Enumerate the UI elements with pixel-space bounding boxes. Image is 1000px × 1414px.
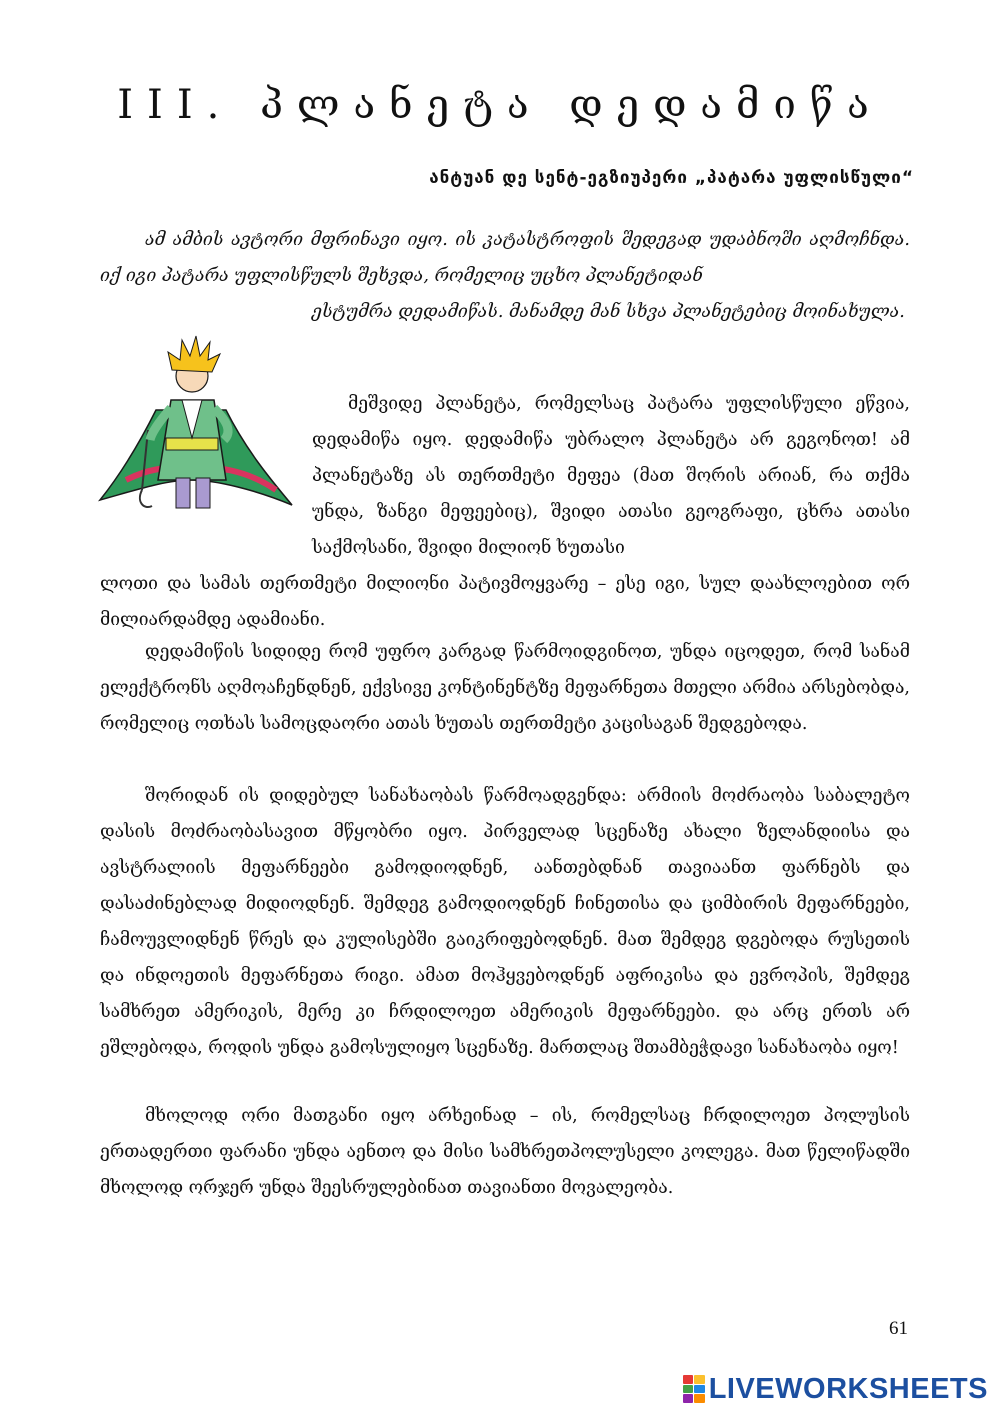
liveworksheets-logo [683, 1372, 988, 1406]
paragraph-2: დედამიწის სიდიდე რომ უფრო კარგად წარმოიდგინოთ, უნდა იცოდეთ, რომ სანამ ელექტრონს აღმოაჩენდნენ, ექვსივე კონტინენტზე მეფარნეთა მთელი არმია არსებობდა, რომელიც ოთხას სამოცდაორი ათას ხუთას თერთმეტი კაცისაგან შედგებოდა. [100, 642, 910, 734]
page-number: 61 [889, 1318, 908, 1339]
paragraph-1-continued: ლოთი და სამას თერთმეტი მილიონი პატივმოყვარე – ესე იგი, სულ დაახლოებით ორ მილიარდამდე ადამიანი. [100, 574, 910, 630]
little-prince-illustration [96, 330, 296, 520]
paragraph-3: შორიდან ის დიდებულ სანახაობას წარმოადგენდა: არმიის მოძრაობა საბალეტო დასის მოძრაობასავით მწყობრი იყო. პირველად სცენაზე ახალი ზელანდიისა და ავსტრალიის მეფარნეები გამოდიოდნენ, აანთებდნან თავიაანთ ფარნებს და დასაძინებლად მიდიოდნენ. შემდეგ გამოდიოდნენ ჩინეთისა და ციმბირის მეფარნეები, ჩამოუვლიდნენ წრეს და კულისებში გაიკრიფებოდნენ. მათ შემდეგ დგებოდა რუსეთის და ინდოეთის მეფარნეთა რიგი. ამათ მოჰყვებოდნენ აფრიკისა და ევროპის, შემდეგ სამხრეთ ამერიკის, მერე კი ჩრდილოეთ ამერიკის მეფარნეები. და არც ერთს არ ეშლებოდა, როდის უნდა გამოსულიყო სცენაზე. მართლაც შთამბეჭდავი სანახაობა იყო! [100, 786, 910, 1058]
page-title: III. პლანეტა დედამიწა [117, 82, 883, 128]
intro-paragraph: ამ ამბის ავტორი მფრინავი იყო. ის კატასტროფის შედეგად უდაბნოში აღმოჩნდა. იქ იგი პატარა უფლისწულს შეხვდა, რომელიც უცხო პლანეტიდან [100, 230, 910, 286]
paragraph-4: მხოლოდ ორი მათგანი იყო არხეინად – ის, რომელსაც ჩრდილოეთ პოლუსის ერთადერთი ფარანი უნდა აენთო და მისი სამხრეთპოლუსელი კოლეგა. მათ წელიწადში მხოლოდ ორჯერ უნდა შეესრულებინათ თავიანთი მოვალეობა. [100, 1106, 910, 1198]
author-work-subtitle: ანტუან დე სენტ-ეგზიუპერი „პატარა უფლისწული“ [429, 168, 914, 188]
liveworksheets-logo-text: LIVEWORKSHEETS [708, 1372, 988, 1405]
intro-paragraph-continued: ესტუმრა დედამიწას. მანამდე მან სხვა პლანეტებიც მოინახულა. [312, 302, 905, 322]
liveworksheets-logo-icon [683, 1375, 705, 1403]
paragraph-1: მეშვიდე პლანეტა, რომელსაც პატარა უფლისწული ეწვია, დედამიწა იყო. დედამიწა უბრალო პლანეტა არ გეგონოთ! ამ პლანეტაზე ას თერთმეტი მეფეა (მათ შორის არიან, რა თქმა უნდა, ზანგი მეფეებიც), შვიდი ათასი გეოგრაფი, ცხრა ათასი საქმოსანი, შვიდი მილიონ ხუთასი [312, 394, 910, 558]
